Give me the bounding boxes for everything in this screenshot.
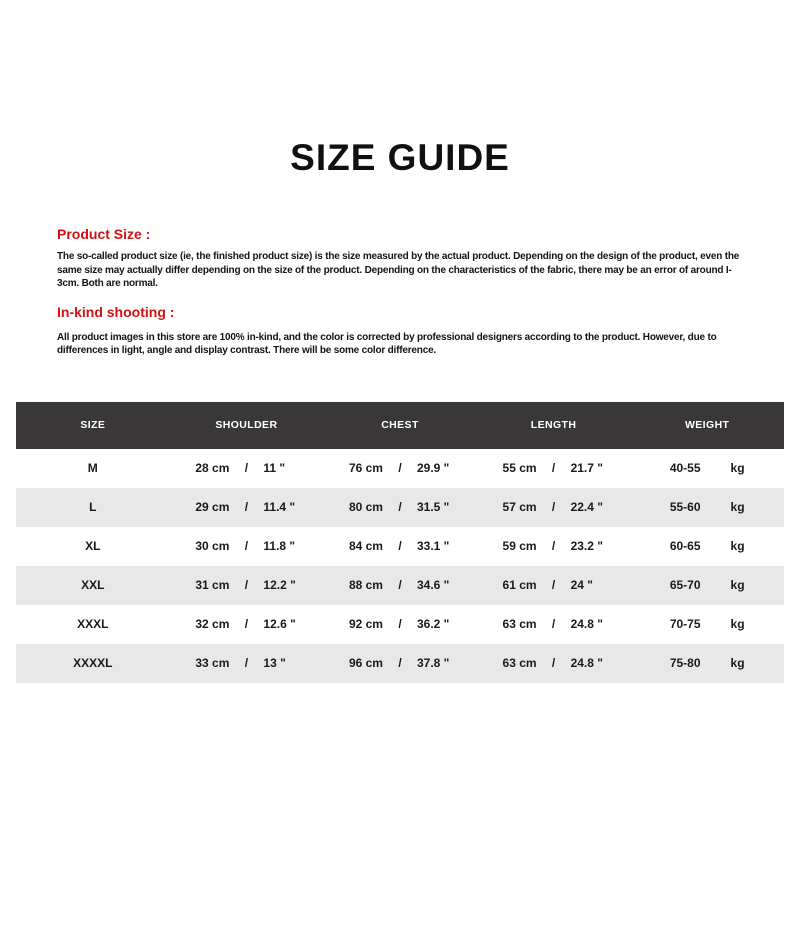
slash-separator: / xyxy=(398,539,402,553)
weight-unit: kg xyxy=(730,500,745,514)
slash-separator: / xyxy=(398,461,402,475)
weight-range: 70-75 xyxy=(669,617,701,631)
length-inch: 21.7 " xyxy=(570,461,603,475)
size-cell: XXL xyxy=(81,578,105,592)
slash-separator: / xyxy=(551,500,556,514)
table-row-xxxl xyxy=(16,605,784,644)
length-cell xyxy=(477,539,631,553)
shoulder-inch: 13 " xyxy=(263,656,286,670)
slash-separator: / xyxy=(398,656,402,670)
shoulder-inch: 12.2 " xyxy=(263,578,296,592)
table-header-row xyxy=(16,402,784,449)
chest-cm: 76 cm xyxy=(348,461,383,475)
length-inch: 24.8 " xyxy=(570,656,603,670)
slash-separator: / xyxy=(398,578,402,592)
weight-unit: kg xyxy=(730,461,745,475)
shoulder-inch: 12.6 " xyxy=(263,617,296,631)
slash-separator: / xyxy=(244,617,249,631)
shoulder-inch: 11.8 " xyxy=(263,539,296,553)
weight-range: 65-70 xyxy=(669,578,701,592)
size-cell: XXXXL xyxy=(73,656,113,670)
chest-cell xyxy=(323,656,477,670)
table-body xyxy=(16,449,784,683)
size-cell: M xyxy=(87,461,98,475)
size-cell: XL xyxy=(85,539,101,553)
page-title: SIZE GUIDE xyxy=(290,137,510,178)
weight-cell xyxy=(630,656,784,670)
slash-separator: / xyxy=(244,539,249,553)
slash-separator: / xyxy=(244,461,249,475)
slash-separator: / xyxy=(244,656,249,670)
slash-separator: / xyxy=(551,578,556,592)
length-cm: 55 cm xyxy=(502,461,537,475)
chest-inch: 34.6 " xyxy=(416,578,450,592)
shoulder-cell xyxy=(170,500,324,514)
chest-inch: 36.2 " xyxy=(416,617,450,631)
size-cell: L xyxy=(89,500,97,514)
chest-cm: 80 cm xyxy=(348,500,383,514)
shoulder-cell xyxy=(170,656,324,670)
chest-cell xyxy=(323,617,477,631)
shoulder-cell xyxy=(170,578,324,592)
slash-separator: / xyxy=(551,617,556,631)
in-kind-shooting-heading: In-kind shooting : xyxy=(57,303,175,320)
slash-separator: / xyxy=(244,578,249,592)
column-header-shoulder: SHOULDER xyxy=(215,419,278,431)
table-row-xxl xyxy=(16,566,784,605)
text-content xyxy=(57,225,750,358)
column-header-weight: WEIGHT xyxy=(684,419,730,431)
chest-cell xyxy=(323,578,477,592)
shoulder-cm: 33 cm xyxy=(195,656,230,670)
chest-cell xyxy=(323,500,477,514)
weight-cell xyxy=(630,578,784,592)
chest-inch: 33.1 " xyxy=(416,539,450,553)
length-cm: 63 cm xyxy=(502,656,537,670)
paragraph-line: same size may actually differ depending on the size of the product. Depending on the characteristics of the fabric, there may be an error of around I- xyxy=(57,264,732,276)
slash-separator: / xyxy=(551,656,556,670)
chest-inch: 29.9 " xyxy=(416,461,450,475)
shoulder-cm: 32 cm xyxy=(195,617,230,631)
length-cell xyxy=(477,500,631,514)
shoulder-cm: 30 cm xyxy=(195,539,230,553)
product-size-heading: Product Size : xyxy=(57,226,151,242)
shoulder-cell xyxy=(170,539,324,553)
length-cm: 61 cm xyxy=(502,578,537,592)
chest-cell xyxy=(323,539,477,553)
shoulder-cm: 31 cm xyxy=(195,578,230,592)
shoulder-cell xyxy=(170,617,324,631)
shoulder-inch: 11.4 " xyxy=(263,500,296,514)
size-cell: XXXL xyxy=(77,617,109,631)
in-kind-shooting-paragraph xyxy=(57,331,750,358)
chest-inch: 31.5 " xyxy=(416,500,450,514)
column-header-length: LENGTH xyxy=(530,419,577,431)
length-inch: 22.4 " xyxy=(570,500,603,514)
paragraph-line: The so-called product size (ie, the finished product size) is the size measured by the actual product. Depending on the design of the product, even the xyxy=(57,251,740,262)
slash-separator: / xyxy=(398,617,402,631)
slash-separator: / xyxy=(398,500,402,514)
shoulder-inch: 11 " xyxy=(263,461,286,475)
table-row-l xyxy=(16,488,784,527)
length-inch: 24 " xyxy=(570,578,593,592)
chest-cm: 88 cm xyxy=(348,578,383,592)
slash-separator: / xyxy=(244,500,249,514)
shoulder-cm: 29 cm xyxy=(195,500,230,514)
weight-range: 75-80 xyxy=(669,656,701,670)
shoulder-cell xyxy=(170,461,324,475)
weight-range: 55-60 xyxy=(669,500,701,514)
weight-cell xyxy=(630,539,784,553)
weight-unit: kg xyxy=(730,617,745,631)
chest-cm: 96 cm xyxy=(348,656,383,670)
paragraph-line: 3cm. Both are normal. xyxy=(57,278,158,289)
weight-range: 40-55 xyxy=(669,461,701,475)
length-cm: 63 cm xyxy=(502,617,537,631)
weight-unit: kg xyxy=(730,578,745,592)
product-size-paragraph xyxy=(57,250,750,291)
table-row-xxxxl xyxy=(16,644,784,683)
chest-cm: 92 cm xyxy=(348,617,383,631)
length-inch: 23.2 " xyxy=(570,539,603,553)
length-cell xyxy=(477,461,631,475)
table-row-xl xyxy=(16,527,784,566)
slash-separator: / xyxy=(551,539,556,553)
length-cell xyxy=(477,578,631,592)
shoulder-cm: 28 cm xyxy=(195,461,230,475)
weight-range: 60-65 xyxy=(669,539,701,553)
chest-cm: 84 cm xyxy=(348,539,383,553)
chest-cell xyxy=(323,461,477,475)
column-header-chest: CHEST xyxy=(381,419,419,431)
size-guide-table xyxy=(16,402,784,683)
length-inch: 24.8 " xyxy=(570,617,603,631)
length-cm: 59 cm xyxy=(502,539,537,553)
length-cell xyxy=(477,656,631,670)
length-cell xyxy=(477,617,631,631)
weight-unit: kg xyxy=(730,656,745,670)
slash-separator: / xyxy=(551,461,556,475)
paragraph-line: differences in light, angle and display contrast. There will be some color difference. xyxy=(57,345,437,356)
weight-cell xyxy=(630,500,784,514)
paragraph-line: All product images in this store are 100% in-kind, and the color is corrected by professional designers according to the product. However, due to xyxy=(57,331,717,343)
table-row-m xyxy=(16,449,784,488)
chest-inch: 37.8 " xyxy=(416,656,450,670)
weight-unit: kg xyxy=(730,539,745,553)
column-header-size: SIZE xyxy=(80,419,106,431)
weight-cell xyxy=(630,617,784,631)
weight-cell xyxy=(630,461,784,475)
length-cm: 57 cm xyxy=(502,500,537,514)
